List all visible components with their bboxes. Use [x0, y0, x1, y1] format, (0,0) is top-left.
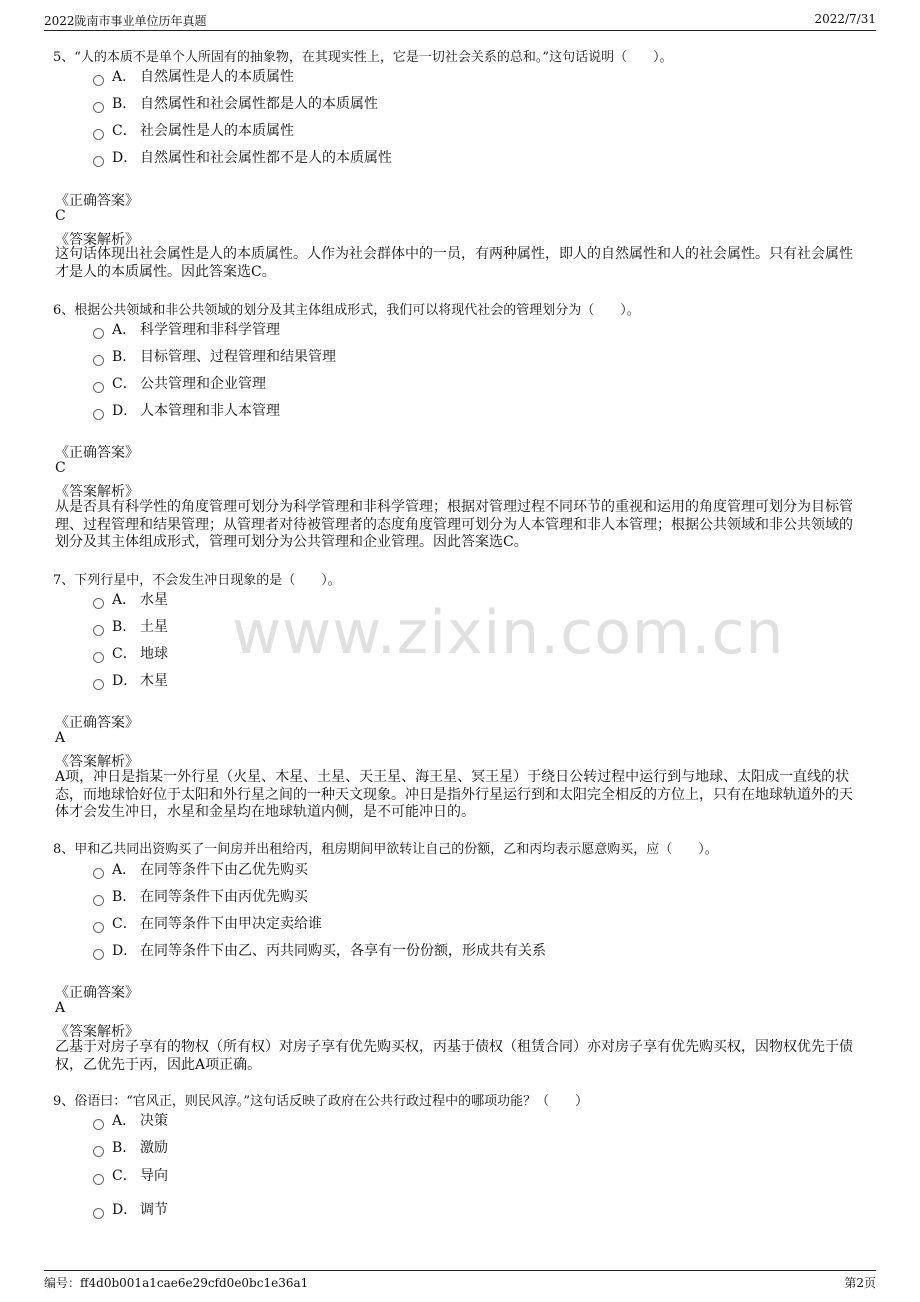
- radio-icon[interactable]: [93, 102, 104, 113]
- option-d[interactable]: D． 在同等条件下由乙、丙共同购买，各享有一份份额，形成共有关系: [93, 941, 546, 961]
- correct-answer-label: 《正确答案》: [55, 445, 139, 461]
- radio-icon[interactable]: [93, 625, 104, 636]
- option-b[interactable]: B． 自然属性和社会属性都是人的本质属性: [93, 94, 378, 114]
- option-d[interactable]: D． 自然属性和社会属性都不是人的本质属性: [93, 148, 392, 168]
- watermark: www.zixin.com.cn: [232, 598, 785, 668]
- correct-answer: C: [55, 208, 66, 224]
- question-stem: 7、下列行星中，不会发生冲日现象的是（ ）。: [53, 573, 341, 588]
- radio-icon[interactable]: [93, 652, 104, 663]
- analysis-text: 这句话体现出社会属性是人的本质属性。人作为社会群体中的一员，有两种属性，即人的自然属性和人的社会属性。只有社会属性才是人的本质属性。因此答案选C。: [55, 246, 853, 280]
- option-b[interactable]: B． 土星: [93, 617, 168, 637]
- page-header: [44, 10, 876, 31]
- radio-icon[interactable]: [93, 382, 104, 393]
- radio-icon[interactable]: [93, 1119, 104, 1130]
- question-stem: 9、俗语曰：“官风正，则民风淳。”这句话反映了政府在公共行政过程中的哪项功能？（ ）: [53, 1094, 589, 1109]
- option-a[interactable]: A． 决策: [93, 1111, 168, 1131]
- option-c[interactable]: C． 地球: [93, 644, 168, 664]
- option-c[interactable]: C． 公共管理和企业管理: [93, 374, 266, 394]
- radio-icon[interactable]: [93, 355, 104, 366]
- radio-icon[interactable]: [93, 1174, 104, 1185]
- option-a[interactable]: A． 自然属性是人的本质属性: [93, 67, 294, 87]
- option-b[interactable]: B． 在同等条件下由丙优先购买: [93, 887, 308, 907]
- option-a[interactable]: A． 水星: [93, 590, 168, 610]
- radio-icon[interactable]: [93, 1208, 104, 1219]
- document-date: 2022/7/31: [814, 12, 876, 26]
- radio-icon[interactable]: [93, 895, 104, 906]
- option-c[interactable]: C． 导向: [93, 1166, 168, 1186]
- radio-icon[interactable]: [93, 129, 104, 140]
- option-d[interactable]: D． 调节: [93, 1200, 168, 1220]
- option-b[interactable]: B． 目标管理、过程管理和结果管理: [93, 347, 336, 367]
- question-stem: 8、甲和乙共同出资购买了一间房并出租给丙，租房期间甲欲转让自己的份额，乙和丙均表示愿意购买，应（ ）。: [53, 842, 718, 857]
- radio-icon[interactable]: [93, 156, 104, 167]
- radio-icon[interactable]: [93, 328, 104, 339]
- radio-icon[interactable]: [93, 922, 104, 933]
- radio-icon[interactable]: [93, 1146, 104, 1157]
- option-b[interactable]: B． 激励: [93, 1138, 168, 1158]
- correct-answer: A: [55, 1000, 66, 1016]
- page-footer: [44, 1270, 876, 1293]
- analysis-label: 《答案解析》: [55, 232, 139, 248]
- document-title: 2022陇南市事业单位历年真题: [44, 14, 207, 28]
- option-c[interactable]: C． 社会属性是人的本质属性: [93, 121, 294, 141]
- question-stem: 5、“人的本质不是单个人所固有的抽象物，在其现实性上，它是一切社会关系的总和。”这句话说明（ ）。: [53, 50, 673, 65]
- document-code: 编号：ff4d0b001a1cae6e29cfd0e0bc1e36a1: [44, 1276, 309, 1290]
- analysis-text: A项，冲日是指某一外行星（火星、木星、土星、天王星、海王星、冥王星）于绕日公转过程中运行到与地球、太阳成一直线的状态，而地球恰好位于太阳和外行星之间的一种天文现象。冲日是指外行星运行到和太阳完全相反的方位上，只有在地球轨道外的天体才会发生冲日，水星和金星均在地球轨道内侧，是不可能冲日的。: [55, 769, 853, 820]
- radio-icon[interactable]: [93, 75, 104, 86]
- analysis-label: 《答案解析》: [55, 1024, 139, 1040]
- correct-answer: A: [55, 730, 66, 746]
- analysis-label: 《答案解析》: [55, 754, 139, 770]
- question-stem: 6、根据公共领域和非公共领域的划分及其主体组成形式，我们可以将现代社会的管理划分为（ ）。: [53, 303, 640, 318]
- option-d[interactable]: D． 木星: [93, 671, 168, 691]
- analysis-label: 《答案解析》: [55, 484, 139, 500]
- page-number: 第2页: [844, 1276, 876, 1290]
- radio-icon[interactable]: [93, 679, 104, 690]
- option-c[interactable]: C． 在同等条件下由甲决定卖给谁: [93, 914, 322, 934]
- analysis-text: 乙基于对房子享有的物权（所有权）对房子享有优先购买权，丙基于债权（租赁合同）亦对房子享有优先购买权，因物权优先于债权，乙优先于丙，因此A项正确。: [55, 1039, 853, 1073]
- analysis-text: 从是否具有科学性的角度管理可划分为科学管理和非科学管理；根据对管理过程不同环节的重视和运用的角度管理可划分为目标管理、过程管理和结果管理；从管理者对待被管理者的态度角度管理可划分为人本管理和非人本管理；根据公共领域和非公共领域的划分及其主体组成形式，管理可划分为公共管理和企业管理。因此答案选C。: [55, 499, 853, 550]
- correct-answer-label: 《正确答案》: [55, 985, 139, 1001]
- correct-answer-label: 《正确答案》: [55, 715, 139, 731]
- correct-answer-label: 《正确答案》: [55, 193, 139, 209]
- option-d[interactable]: D． 人本管理和非人本管理: [93, 401, 280, 421]
- radio-icon[interactable]: [93, 949, 104, 960]
- correct-answer: C: [55, 460, 66, 476]
- option-a[interactable]: A． 科学管理和非科学管理: [93, 320, 280, 340]
- radio-icon[interactable]: [93, 868, 104, 879]
- option-a[interactable]: A． 在同等条件下由乙优先购买: [93, 860, 308, 880]
- radio-icon[interactable]: [93, 409, 104, 420]
- radio-icon[interactable]: [93, 598, 104, 609]
